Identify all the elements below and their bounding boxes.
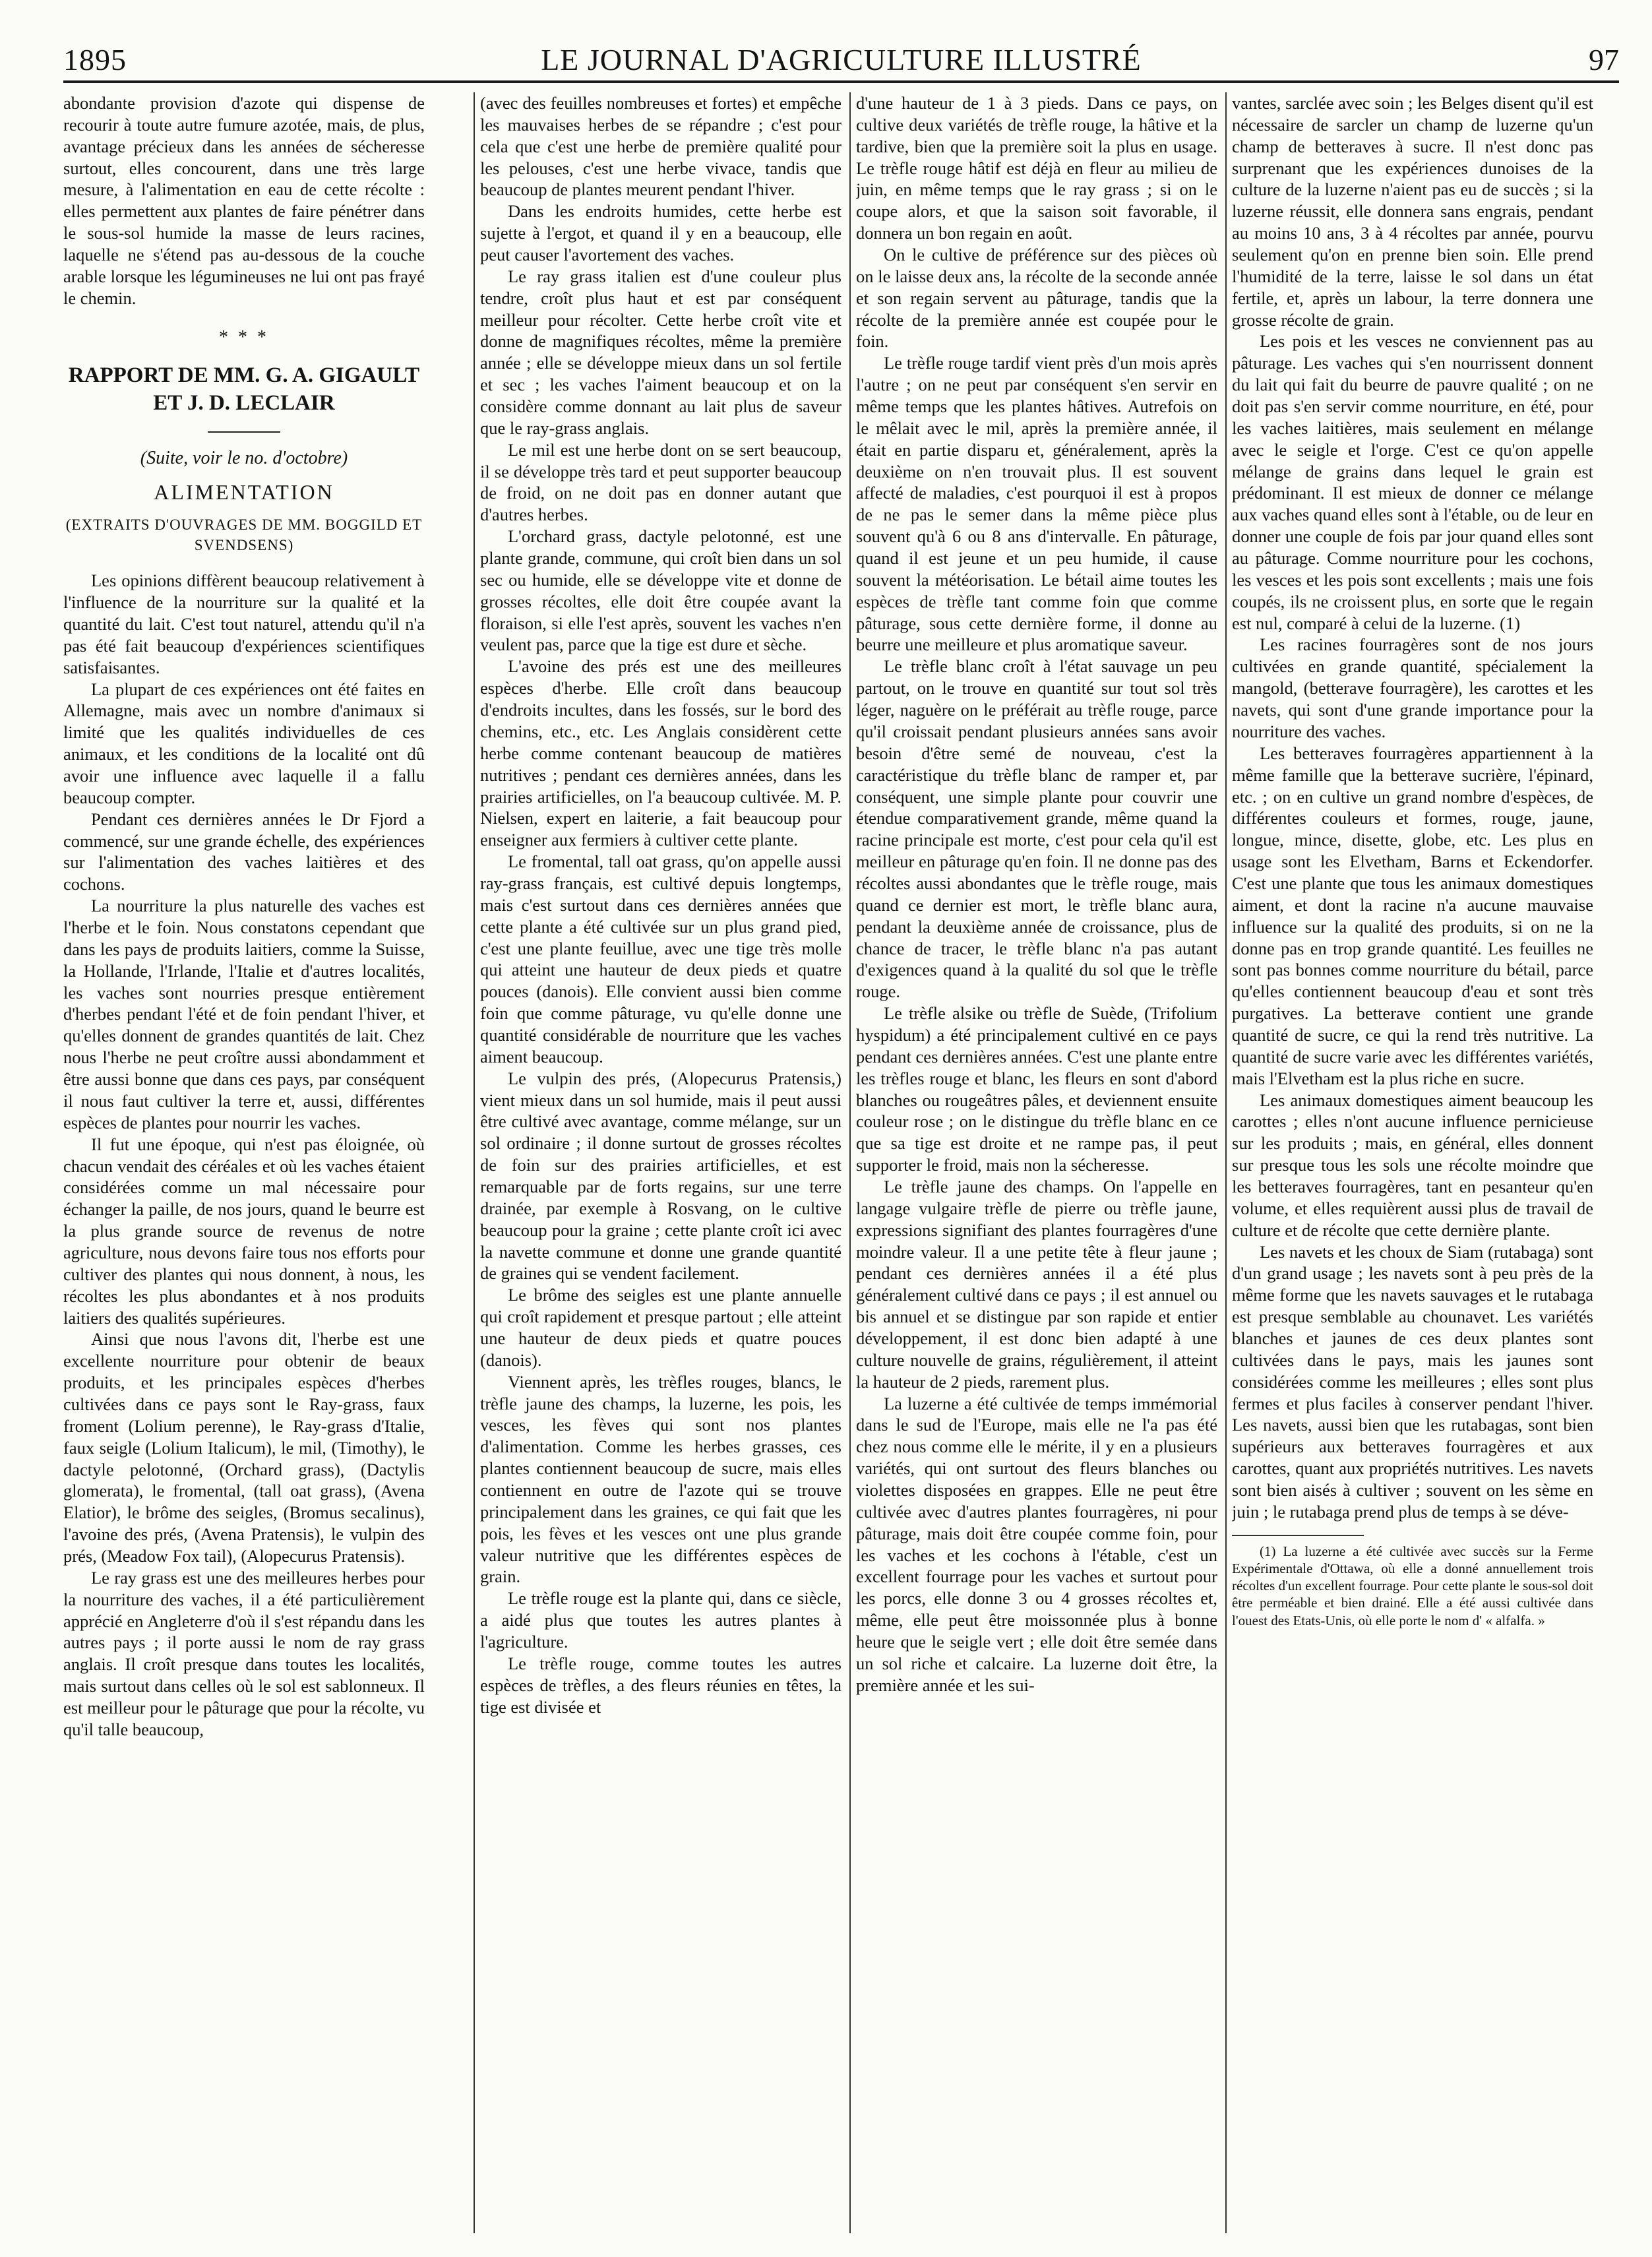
paragraph: Les betteraves fourragères appartiennent à la même famille que la betterave sucrière, l'épinard, etc. ; on en cultive un grand nombre d'espèces, de différentes couleurs et formes, rouge, jaune, longue, mince, disette, globe, etc. Les plus en usage sont les Elvetham, Barns et Eckendorfer. C'est une plante que tous les animaux domestiques aiment, et dont la racine n'a aucune mauvaise influence sur la qualité des produits, si on ne la donne pas en trop grande quantité. Les feuilles ne sont pas bonnes comme nourriture du bétail, parce qu'elles contiennent beaucoup d'eau et sont très purgatives. La betterave contient une grande quantité de sucre, ce qui la rend très nutritive. La quantité de sucre varie avec les différentes variétés, mais l'Elvetham est la plus riche en sucre.: [1232, 743, 1593, 1088]
article-subtitle: ALIMENTATION: [154, 479, 334, 504]
paragraph: Le fromental, tall oat grass, qu'on appelle aussi ray-grass français, est cultivé depuis longtemps, mais c'est surtout dans ces dernières années que cette plante a été cultivée sur un plus grand pied, c'est une plante feuillue, avec une tige très molle qui atteint une hauteur de deux pieds et quatre pouces (danois). Elle convient aussi bien comme foin que comme pâturage, vu qu'elle donne une quantité considérable de nourriture que les vaches aiment beaucoup.: [480, 851, 841, 1067]
column-rule: [474, 92, 475, 2233]
paragraph: abondante provision d'azote qui dispense de recourir à toute autre fumure azotée, mais, de plus, avantage précieux dans les années de sécheresse surtout, elles concourent, dans une très large mesure, à l'alimentation en eau de cette récolte : elles permettent aux plantes de faire pénétrer dans le sous-sol humide la masse de leurs racines, laquelle ne s'étend pas au-dessous de la couche arable lorsque les légumineuses ne lui ont pas frayé le chemin.: [63, 93, 425, 308]
column-rule: [1225, 92, 1227, 2233]
paragraph: La nourriture la plus naturelle des vaches est l'herbe et le foin. Nous constatons cependant que dans les pays de produits laitiers, comme la Suisse, la Hollande, l'Irlande, l'Italie et d'autres localités, les vaches sont nourries presque entièrement d'herbes pendant l'été et de foin pendant l'hiver, et qu'elles donnent de grandes quantités de lait. Chez nous l'herbe ne peut croître aussi abondamment et être aussi bonne que dans ces pays, par conséquent il nous faut cultiver la terre et, aussi, différentes espèces de plantes pour nourrir les vaches.: [63, 896, 425, 1132]
continuation-note: (Suite, voir le no. d'octobre): [140, 447, 348, 468]
paragraph: Le trèfle alsike ou trèfle de Suède, (Trifolium hyspidum) a été principalement cultivé en ce pays pendant ces dernières années. C'est une plante entre les trèfles rouge et blanc, les fleurs en sont d'abord blanches ou rougeâtres pâles, et deviennent ensuite couleur rose ; on le distingue du trèfle blanc en ce que sa tige est droite et ne rampe pas, il peut supporter le froid, mais non la sécheresse.: [856, 1003, 1217, 1175]
paragraph: Les pois et les vesces ne conviennent pas au pâturage. Les vaches qui s'en nourrissent donnent du lait qui fait du beurre de pauvre qualité ; on ne doit pas s'en servir comme nourriture, en été, pour les vaches laitières, mais seulement en mélange avec le seigle et l'orge. C'est ce qu'on appelle mélange de grains dans lequel le grain est prédominant. Il est mieux de donner ce mélange aux vaches quand elles sont à l'étable, ou de leur en donner une couple de fois par jour quand elles sont au pâturage. Comme nourriture pour les cochons, les vesces et les pois sont excellents ; mais une fois coupés, ils ne croissent plus, en sorte que le regain est nul, comparé à celui de la luzerne. (1): [1232, 331, 1593, 633]
paragraph: d'une hauteur de 1 à 3 pieds. Dans ce pays, on cultive deux variétés de trèfle rouge, la hâtive et la tardive, bien que la première soit la plus en usage. Le trèfle rouge hâtif est déjà en fleur au milieu de juin, en même temps que le ray grass ; si on le coupe alors, et que la saison soit favorable, il donnera un bon regain en août.: [856, 93, 1217, 243]
column-3: [856, 92, 1217, 2233]
paragraph: Les animaux domestiques aiment beaucoup les carottes ; elles n'ont aucune influence pernicieuse sur les produits ; mais, en général, elles donnent sur presque tous les sols une récolte moindre que les betteraves fourragères, tant en pesanteur qu'en volume, et elles requièrent aussi plus de travail de culture et de récolte que cette dernière plante.: [1232, 1090, 1593, 1240]
section-title-line-2: ET J. D. LECLAIR: [153, 390, 335, 415]
paragraph: Viennent après, les trèfles rouges, blancs, le trèfle jaune des champs, la luzerne, les pois, les vesces, les fèves qui sont nos plantes d'alimentation. Comme les herbes grasses, ces plantes contiennent beaucoup de sucre, mais elles contiennent en outre de l'azote qui se trouve principalement dans les graines, ce qui fait que les pois, les fèves et les vesces ont une plus grande valeur nutritive que les différentes espèces de grain.: [480, 1371, 841, 1587]
column-1: [63, 92, 425, 2233]
page-number: 97: [1589, 43, 1619, 77]
paragraph: Pendant ces dernières années le Dr Fjord a commencé, sur une grande échelle, des expériences sur l'alimentation des vaches laitières et des cochons.: [63, 809, 425, 894]
paragraph: (avec des feuilles nombreuses et fortes) et empêche les mauvaises herbes de se répandre ; c'est pour cela que c'est une herbe de première qualité pour les pelouses, c'est une herbe vivace, tandis que beaucoup de plantes meurent pendant l'hiver.: [480, 93, 841, 200]
section-separator: * * *: [219, 326, 269, 348]
paragraph: Le ray grass italien est d'une couleur plus tendre, croît plus haut et est par conséquent meilleur pour récolter. Cette herbe croît vite et donne de magnifiques récoltes, même la première année ; elle se développe mieux dans un sol fertile et sec ; les vaches l'aiment beaucoup et on la considère comme donnant au lait plus de saveur que le ray-grass anglais.: [480, 266, 841, 438]
column-4: [1232, 92, 1593, 2233]
divider: [208, 431, 280, 433]
paragraph: Ainsi que nous l'avons dit, l'herbe est une excellente nourriture pour obtenir de beaux produits, et les principales espèces d'herbes cultivées dans ce pays sont le Ray-grass, faux froment (Lolium perenne), le Ray-grass d'Italie, faux seigle (Lolium Italicum), le mil, (Timothy), le dactyle pelotonné, (Orchard grass), (Dactylis glomerata), le fromental, (tall oat grass), (Avena Elatior), le brôme des seigles, (Bromus secalinus), l'avoine des prés, (Avena Pratensis), le vulpin des prés, (Meadow Fox tail), (Alopecurus Pratensis).: [63, 1329, 425, 1566]
column-2: [480, 92, 841, 2233]
source-note: (EXTRAITS D'OUVRAGES DE MM. BOGGILD ET SVENDSENS): [65, 516, 423, 554]
journal-title: LE JOURNAL D'AGRICULTURE ILLUSTRÉ: [541, 43, 1142, 77]
paragraph: Le trèfle rouge, comme toutes les autres espèces de trèfles, a des fleurs réunies en têtes, la tige est divisée et: [480, 1653, 841, 1717]
paragraph: Le vulpin des prés, (Alopecurus Pratensis,) vient mieux dans un sol humide, mais il peut aussi être cultivé avec avantage, comme mélange, sur un sol ordinaire ; il donne surtout de grosses récoltes de foin sur des prairies artificielles, et est remarquable par de forts regains, sur une terre drainée, par exemple à Rosvang, on le cultive beaucoup pour la graine ; cette plante croît ici avec la navette commune et donne une grande quantité de graines qui se vendent facilement.: [480, 1068, 841, 1283]
footnote: (1) La luzerne a été cultivée avec succès sur la Ferme Expérimentale d'Ottawa, où elle a donné annuellement trois récoltes d'un excellent fourrage. Pour cette plante le sous-sol doit être perméable et bien drainé. Elle a été aussi cultivée dans l'ouest des Etats-Unis, où elle porte le nom d' « alfalfa. »: [1232, 1543, 1593, 1628]
column-rule: [849, 92, 851, 2233]
paragraph: Les racines fourragères sont de nos jours cultivées en grande quantité, spécialement la mangold, (betterave fourragère), les carottes et les navets, qui sont d'une grande importance pour la nourriture des vaches.: [1232, 634, 1593, 741]
section-title: [63, 362, 425, 417]
paragraph: Le trèfle jaune des champs. On l'appelle en langage vulgaire trèfle de pierre ou trèfle jaune, expressions signifiant des plantes fourragères d'une moindre valeur. Il a une petite tête à fleur jaune ; pendant ces dernières années il a été plus généralement cultivé dans ce pays ; il est annuel ou bis annuel et se distingue par son rapide et entier développement, il est donc bien adapté à une culture nouvelle de grains, régulièrement, il atteint la hauteur de 2 pieds, rarement plus.: [856, 1176, 1217, 1392]
paragraph: On le cultive de préférence sur des pièces où on le laisse deux ans, la récolte de la seconde année et son regain servent au pâturage, tandis que la récolte de la première année est coupée pour le foin.: [856, 245, 1217, 352]
paragraph: Le trèfle rouge est la plante qui, dans ce siècle, a aidé plus que toutes les autres plantes à l'agriculture.: [480, 1588, 841, 1652]
paragraph: Le brôme des seigles est une plante annuelle qui croît rapidement et presque partout ; elle atteint une hauteur de deux pieds et quatre pouces (danois).: [480, 1285, 841, 1370]
paragraph: L'avoine des prés est une des meilleures espèces d'herbe. Elle croît dans beaucoup d'endroits incultes, dans les fossés, sur le bord des chemins, etc., etc. Les Anglais considèrent cette herbe comme contenant beaucoup de matières nutritives ; pendant ces dernières années, dans les prairies artificielles, on l'a beaucoup cultivée. M. P. Nielsen, expert en laiterie, a fait beaucoup pour enseigner aux fermiers à cultiver cette plante.: [480, 656, 841, 850]
paragraph: Le ray grass est une des meilleures herbes pour la nourriture des vaches, il a été particulièrement apprécié en Angleterre d'où il s'est répandu dans les autres pays ; il porte aussi le nom de ray grass anglais. Il croît presque dans toutes les localités, mais surtout dans celles où le sol est sablonneux. Il est meilleur pour le pâturage que pour la récolte, vu qu'il talle beaucoup,: [63, 1567, 425, 1739]
section-title-line-1: RAPPORT DE MM. G. A. GIGAULT: [68, 363, 420, 388]
paragraph: La plupart de ces expériences ont été faites en Allemagne, mais avec un nombre d'animaux si limité que les qualités individuelles de ces animaux, et les conditions de la localité ont dû avoir une influence avec laquelle il a fallu beaucoup compter.: [63, 679, 425, 807]
footnote-divider: [1232, 1535, 1364, 1536]
paragraph: L'orchard grass, dactyle pelotonné, est une plante grande, commune, qui croît bien dans un sol sec ou humide, elle se développe vite et donne de grosses récoltes, elle doit être coupée avant la floraison, si elle l'est après, souvent les vaches n'en veulent pas, parce que la tige est dure et sèche.: [480, 526, 841, 655]
paragraph: Le trèfle rouge tardif vient près d'un mois après l'autre ; on ne peut par conséquent s'en servir en même temps que les plantes hâtives. Autrefois on le mêlait avec le mil, après la première année, il était en partie disparu et, généralement, après la deuxième on n'en trouvait plus. Il est souvent affecté de maladies, c'est pourquoi il est à propos de ne pas le semer dans la même pièce plus souvent qu'à 6 ou 8 ans d'intervalle. En pâturage, quand il est jeune et un peu humide, il cause souvent la météorisation. Le bétail aime toutes les espèces de trèfle tant comme foin que comme pâturage, sous cette dernière forme, il donne au beurre une meilleure et plus aromatique saveur.: [856, 353, 1217, 655]
paragraph: Le trèfle blanc croît à l'état sauvage un peu partout, on le trouve en quantité sur tout sol très léger, naguère on le préférait au trèfle rouge, parce qu'il croissait pendant plusieurs années sans avoir besoin d'être semé de nouveau, c'est la caractéristique du trèfle blanc de ramper et, par conséquent, une simple plante pour couvrir une étendue comparativement grande, même quand la racine principale est morte, c'est pour cela qu'il est meilleur en pâturage qu'en foin. Il ne donne pas des récoltes aussi abondantes que le trèfle rouge, mais quand ce dernier est mort, le trèfle blanc aura, pendant la deuxième année de croissance, plus de chance de tracer, le trèfle blanc n'a pas autant d'exigences quand à la qualité du sol que le trèfle rouge.: [856, 656, 1217, 1002]
paragraph: Les navets et les choux de Siam (rutabaga) sont d'un grand usage ; les navets sont à peu près de la même forme que les navets sauvages et le rutabaga est presque semblable au chounavet. Les variétés blanches et jaunes de ces deux plantes sont cultivées dans le pays, mais les jaunes sont considérées comme les meilleures ; elles sont plus fermes et plus faciles à conserver pendant l'hiver. Les navets, aussi bien que les rutabagas, sont bien supérieurs aux betteraves fourragères et aux carottes, quant aux propriétés nutritives. Les navets sont bien aisés à cultiver ; souvent on les sème en juin ; le rutabaga prend plus de temps à se déve-: [1232, 1241, 1593, 1522]
paragraph: vantes, sarclée avec soin ; les Belges disent qu'il est nécessaire de sarcler un champ de luzerne qu'un champ de betteraves à sucre. Il n'est donc pas surprenant que les expériences dunoises de la culture de la luzerne n'aient pas eu de succès ; si la luzerne réussit, elle donnera sans engrais, pendant au moins 10 ans, 3 à 4 récoltes par année, pourvu seulement qu'on en prenne bien soin. Elle prend l'humidité de la terre, laisse le sol dans un état fertile, et, après un labour, la terre donnera une grosse récolte de grain.: [1232, 93, 1593, 330]
paragraph: Il fut une époque, qui n'est pas éloignée, où chacun vendait des céréales et où les vaches étaient considérées comme un mal nécessaire pour échanger la paille, de nos jours, quand le beurre est la plus grande source de revenus de notre agriculture, nous devons faire tous nos efforts pour cultiver des plantes qui nous donnent, à nous, les récoltes les plus abondantes et à nos produits laitiers des qualités supérieures.: [63, 1134, 425, 1328]
paragraph: Les opinions diffèrent beaucoup relativement à l'influence de la nourriture sur la qualité et la quantité du lait. C'est tout naturel, attendu qu'il n'a pas été fait beaucoup d'expériences scientifiques satisfaisantes.: [63, 571, 425, 677]
paragraph: La luzerne a été cultivée de temps immémorial dans le sud de l'Europe, mais elle ne l'a pas été chez nous comme elle le mérite, il y en a plusieurs variétés, qui ont surtout des fleurs blanches ou violettes disposées en grappes. Elle ne peut être cultivée avec d'autres plantes fourragères, ni pour pâturage, mais doit être coupée comme foin, pour les vaches et les cochons à l'étable, c'est un excellent fourrage pour les vaches et surtout pour les porcs, elle donne 3 ou 4 grosses récoltes et, même, elle peut être moissonnée plus à bonne heure que le seigle vert ; elle doit être semée dans un sol riche et calcaire. La luzerne doit être, la première année et les sui-: [856, 1393, 1217, 1695]
paragraph: Le mil est une herbe dont on se sert beaucoup, il se développe très tard et peut supporter beaucoup de froid, on ne doit pas en donner autant que d'autres herbes.: [480, 439, 841, 525]
page-header: [63, 40, 1619, 83]
paragraph: Dans les endroits humides, cette herbe est sujette à l'ergot, et quand il y en a beaucoup, elle peut causer l'avortement des vaches.: [480, 201, 841, 265]
header-year: 1895: [63, 43, 127, 77]
